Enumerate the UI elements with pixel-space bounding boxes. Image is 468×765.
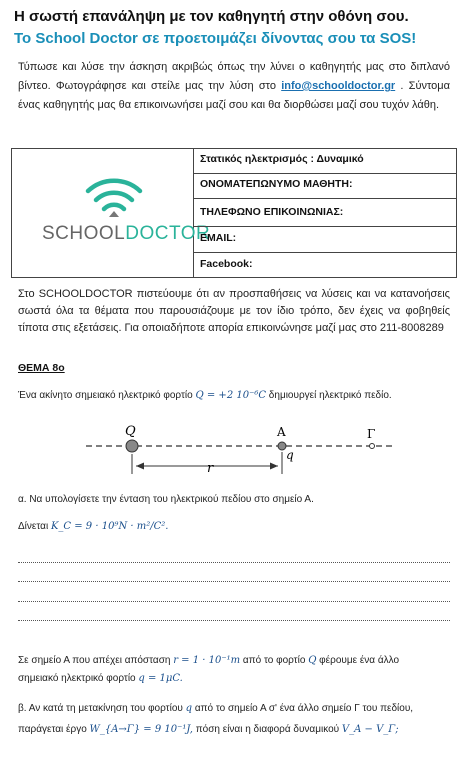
logo-wordmark xyxy=(42,223,210,245)
field-student-name: ΟΝΟΜΑΤΕΠΩΝΥΜΟ ΜΑΘΗΤΗ: xyxy=(194,174,456,199)
field-phone: ΤΗΛΕΦΩΝΟ ΕΠΙΚΟΙΝΩΝΙΑΣ: xyxy=(194,202,456,227)
mid-math-r: r = 1 · 10⁻¹m xyxy=(173,655,241,666)
intro-text-after: . Σύντομα ένας καθηγητής μας θα επικοινωνήσει μαζί σου και θα διορθώσει μαζί σου τυχόν λάθη. xyxy=(18,80,450,111)
field-subject: Στατικός ηλεκτρισμός : Δυναμικό xyxy=(194,149,456,174)
part-b-text-2: από το σημείο Α σ' ένα άλλο σημείο Γ του πεδίου, xyxy=(192,703,414,714)
label-G: Γ xyxy=(367,427,376,441)
label-q: q xyxy=(286,448,294,462)
mid-text-3: φέρουμε ένα άλλο xyxy=(316,655,400,666)
answer-line-4[interactable] xyxy=(18,620,450,621)
statement-text: Ένα ακίνητο σημειακό ηλεκτρικό φορτίο xyxy=(18,390,196,401)
part-b-text-3: παράγεται έργο xyxy=(18,724,90,735)
mid-math-q: q = 1μC. xyxy=(138,673,183,684)
charge-diagram xyxy=(0,418,468,478)
charge-Q-dot xyxy=(126,440,138,452)
distance-arrow-right-head xyxy=(270,463,278,470)
part-b-math-work: W_{A→Γ} = 9 10⁻¹J, xyxy=(89,724,193,735)
mid-math-Q: Q xyxy=(308,655,317,666)
logo-cell xyxy=(12,149,211,277)
answer-line-2[interactable] xyxy=(18,581,450,582)
part-b-line1 xyxy=(18,703,413,714)
distance-arrow-left-head xyxy=(136,463,144,470)
header-title-line2: Το School Doctor σε προετοιμάζει δίνοντας σου τα SOS! xyxy=(14,30,417,47)
charge-q-dot xyxy=(278,442,286,450)
mid-text-4: σημειακό ηλεκτρικό φορτίο xyxy=(18,673,139,684)
wifi-signal-icon xyxy=(84,177,144,221)
part-b-line2 xyxy=(18,724,399,735)
logo-text-doctor: DOCTOR xyxy=(125,223,211,244)
intro-paragraph xyxy=(18,58,450,115)
point-G-dot xyxy=(370,444,375,449)
given-line xyxy=(18,521,168,532)
intro-text-before: Τύπωσε και λύσε την άσκηση ακριβώς όπως την λύνει ο καθηγητής μας στο διπλανό βίντεο. Φωτογράφησε και στείλε μας την λύση στο xyxy=(18,61,450,92)
part-b-math-potential: V_A − V_Γ; xyxy=(341,724,399,735)
mid-statement-line2 xyxy=(18,673,183,684)
email-link[interactable]: info@schooldoctor.gr xyxy=(281,80,396,92)
label-Q: Q xyxy=(125,424,136,439)
mid-statement-line1 xyxy=(18,655,399,666)
info-paragraph: Στο SCHOOLDOCTOR πιστεύουμε ότι αν προσπαθήσεις να λύσεις και να κατανοήσεις σωστά όλα τα θέματα που παρουσιάζουμε με τον ίδιο τρόπο, δεν έχεις να φοβηθείς τίποτα στις εξετάσεις. Για οποιαδήποτε απορία επικοινώνησε μαζί μας στο 211-8008289 xyxy=(18,288,450,334)
field-email: EMAIL: xyxy=(194,228,456,253)
student-info-card xyxy=(11,148,457,278)
theme-title: ΘΕΜΑ 8ο xyxy=(18,362,65,374)
statement-math: Q = +2 10⁻⁶C xyxy=(195,390,267,401)
part-b-text-1: β. Αν κατά τη μετακίνηση του φορτίου xyxy=(18,703,186,714)
given-math: K_C = 9 · 10⁹N · m²/C². xyxy=(50,521,169,532)
given-text: Δίνεται xyxy=(18,521,51,532)
part-a-text: α. Να υπολογίσετε την ένταση του ηλεκτρικού πεδίου στο σημείο Α. xyxy=(18,494,314,505)
answer-line-1[interactable] xyxy=(18,562,450,563)
mid-text-1: Σε σημείο Α που απέχει απόσταση xyxy=(18,655,174,666)
problem-statement xyxy=(18,390,392,401)
label-A: Α xyxy=(277,425,286,439)
statement-text-after: δημιουργεί ηλεκτρικό πεδίο. xyxy=(266,390,392,401)
part-b-text-4: πόση είναι η διαφορά δυναμικού xyxy=(192,724,342,735)
logo-text-school: SCHOOL xyxy=(42,223,126,244)
answer-line-3[interactable] xyxy=(18,601,450,602)
label-r: r xyxy=(207,461,214,476)
part-b-math-q: q xyxy=(185,703,193,714)
header-title-line1: Η σωστή επανάληψη με τον καθηγητή στην οθόνη σου. xyxy=(14,8,409,25)
mid-text-2: από το φορτίο xyxy=(240,655,309,666)
field-facebook: Facebook: xyxy=(200,258,253,270)
